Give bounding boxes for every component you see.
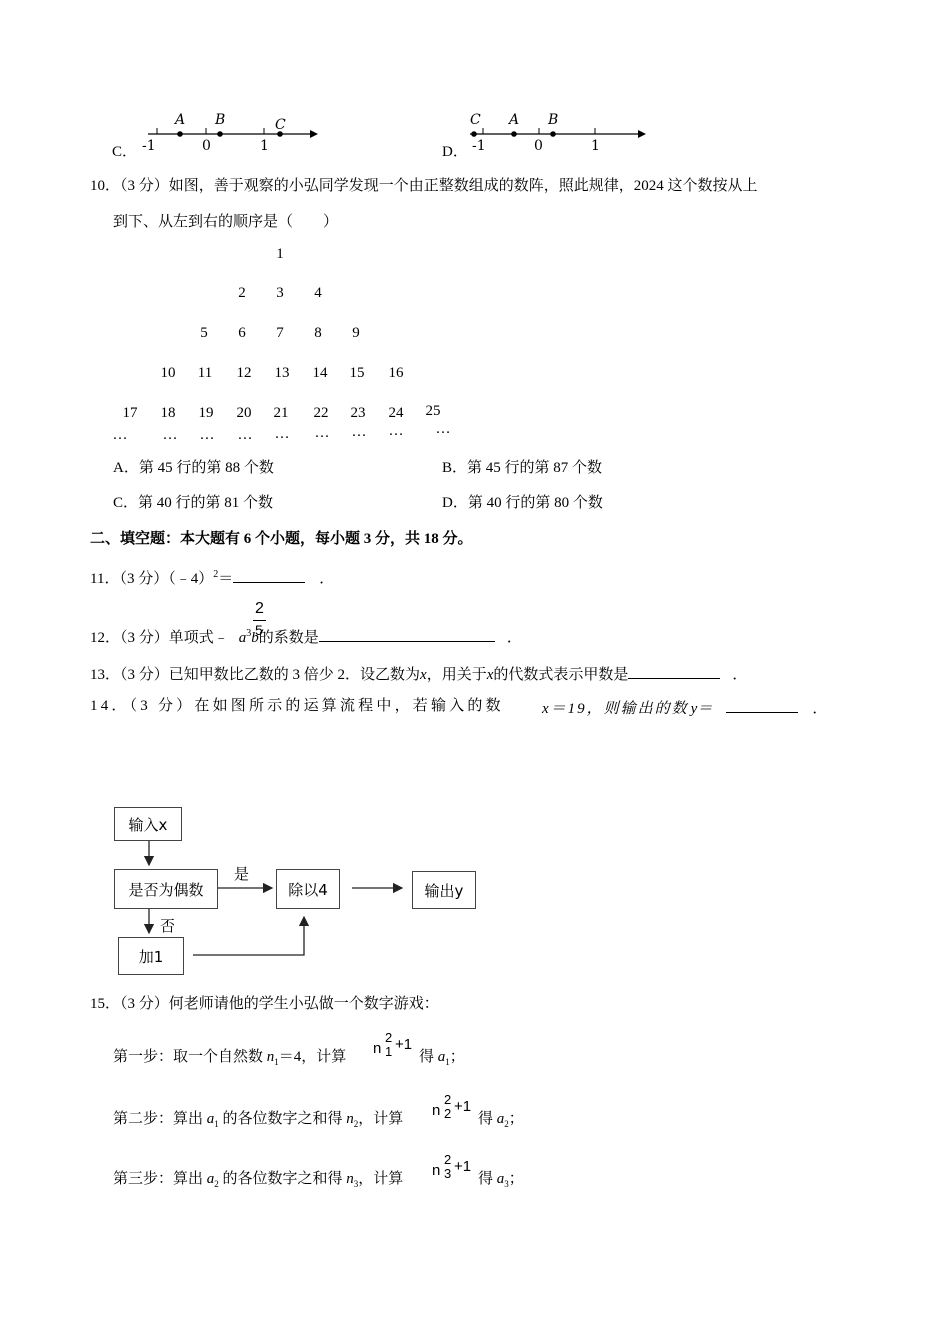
flow-divide-box: 除以4	[276, 869, 340, 909]
ellipsis: …	[162, 427, 178, 443]
tick-label-0: 0	[534, 138, 543, 154]
flow-no-label: 否	[160, 918, 176, 935]
triangle-cell: 18	[160, 405, 176, 421]
triangle-cell: 19	[198, 405, 214, 421]
q15-step-2: 第二步：算出 $a_1$ 的各位数字之和得 $n_2$，计算	[113, 1111, 404, 1129]
q14-tail: x＝19，则输出的数 y＝ ．	[542, 696, 827, 719]
triangle-cell: 5	[200, 325, 208, 341]
ellipsis: …	[351, 424, 367, 440]
q10-option-c[interactable]: C．第 40 行的第 81 个数	[113, 495, 274, 511]
answer-blank[interactable]	[726, 696, 798, 713]
fraction-denominator: 5	[255, 622, 263, 638]
triangle-cell: 10	[160, 365, 176, 381]
triangle-cell: 16	[388, 365, 404, 381]
flow-input-box: 输入x	[114, 807, 182, 841]
question-number: 10．	[90, 178, 121, 194]
triangle-cell: 15	[349, 365, 365, 381]
triangle-cell: 24	[388, 405, 404, 421]
triangle-cell: 7	[276, 325, 284, 341]
triangle-cell: 20	[236, 405, 252, 421]
tick-label-neg1: -1	[142, 138, 156, 154]
q15-step-1: 第一步：取一个自然数 $n_1=4$，计算	[113, 1049, 347, 1067]
q10-option-d[interactable]: D．第 40 行的第 80 个数	[442, 495, 603, 511]
q10-option-b[interactable]: B．第 45 行的第 87 个数	[442, 460, 603, 476]
triangle-cell: 4	[314, 285, 322, 301]
flow-output-box: 输出y	[412, 871, 476, 909]
q9-option-c	[112, 112, 322, 162]
q15-step-1-tail: 得 $a_1$；	[419, 1049, 465, 1067]
ellipsis: …	[435, 421, 451, 437]
triangle-cell: 13	[274, 365, 290, 381]
triangle-cell: 12	[236, 365, 252, 381]
tick-label-neg1: -1	[472, 138, 486, 154]
point-label-a: A	[509, 112, 520, 128]
point-label-c: C	[470, 112, 481, 128]
point-label-c: C	[275, 117, 286, 133]
triangle-cell: 8	[314, 325, 322, 341]
answer-blank[interactable]	[628, 662, 720, 679]
q10-line1	[90, 176, 758, 196]
option-letter: C．	[112, 144, 138, 160]
q9-option-d	[442, 112, 652, 162]
q15-expr-1: n 2 1 +1	[373, 1030, 413, 1059]
flow-yes-label: 是	[234, 866, 250, 883]
fraction-bar	[253, 620, 266, 621]
triangle-cell: 21	[273, 405, 289, 421]
ellipsis: …	[314, 425, 330, 441]
triangle-cell: 17	[122, 405, 138, 421]
ellipsis: …	[388, 423, 404, 439]
triangle-cell: 25	[425, 403, 441, 419]
ellipsis: …	[112, 427, 128, 443]
triangle-cell: 14	[312, 365, 328, 381]
question-text: 到下、从左到右的顺序是（ ）	[113, 214, 339, 230]
triangle-cell: 23	[350, 405, 366, 421]
q15-step-3: 第三步：算出 $a_2$ 的各位数字之和得 $n_3$，计算	[113, 1171, 404, 1189]
option-letter: D．	[442, 144, 468, 160]
question-text: 如图，善于观察的小弘同学发现一个由正整数组成的数阵，照此规律，2024 这个数按从上	[168, 178, 758, 194]
number-triangle	[100, 240, 480, 443]
ellipsis: …	[199, 427, 215, 443]
tick-label-1: 1	[591, 138, 600, 154]
q12: 12．（3 分）单项式﹣ $a^3b$的系数是 ．	[90, 624, 522, 648]
triangle-cell: 1	[276, 246, 284, 262]
q15-step-3-tail: 得 $a_3$；	[478, 1171, 524, 1189]
q10-line2	[113, 212, 338, 232]
q14: 14．（3 分）在如图所示的运算流程中，若输入的数	[90, 698, 504, 714]
triangle-cell: 3	[276, 285, 284, 301]
q11: 11．（3 分）（﹣4）$^2$＝ ．	[90, 565, 334, 589]
ellipsis: …	[237, 427, 253, 443]
question-score: （3 分）	[120, 178, 169, 194]
point-label-a: A	[175, 112, 186, 128]
fraction-numerator: 2	[255, 600, 264, 617]
point-label-b: B	[215, 112, 226, 128]
q15-intro: 15．（3 分）何老师请他的学生小弘做一个数字游戏：	[90, 996, 439, 1012]
triangle-cell: 11	[197, 365, 213, 381]
q13: 13．（3 分）已知甲数比乙数的 3 倍少 2．设乙数为x，用关于x的代数式表示甲数是 ．	[90, 662, 747, 685]
section-heading: 二、填空题：本大题有 6 个小题，每小题 3 分，共 18 分。	[90, 531, 473, 547]
answer-blank[interactable]	[319, 625, 495, 642]
q15-expr-3: n 2 3 +1	[432, 1152, 472, 1181]
tick-label-0: 0	[202, 138, 211, 154]
triangle-cell: 2	[238, 285, 246, 301]
flowchart	[110, 805, 480, 975]
q15-expr-2: n 2 2 +1	[432, 1092, 472, 1121]
q10-option-a[interactable]: A．第 45 行的第 88 个数	[113, 460, 274, 476]
triangle-cell: 22	[313, 405, 329, 421]
triangle-cell: 6	[238, 325, 246, 341]
flow-add-box: 加1	[118, 937, 184, 975]
flow-decision-box: 是否为偶数	[114, 869, 218, 909]
answer-blank[interactable]	[233, 566, 305, 583]
point-label-b: B	[548, 112, 559, 128]
ellipsis: …	[274, 426, 290, 442]
tick-label-1: 1	[260, 138, 269, 154]
triangle-cell: 9	[352, 325, 360, 341]
q15-step-2-tail: 得 $a_2$；	[478, 1111, 524, 1129]
